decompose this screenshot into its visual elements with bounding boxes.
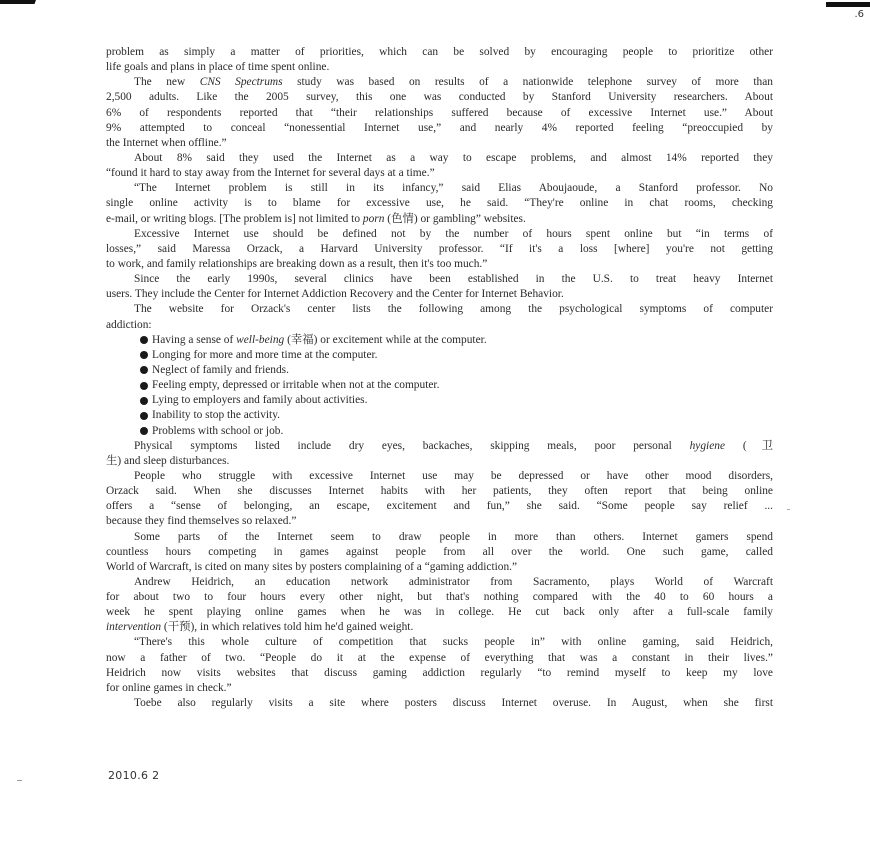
- article-text-line: [106, 121, 773, 136]
- bullet-icon: [140, 412, 148, 420]
- line-text: losses,” said Maressa Orzack, a Harvard University professor. “If it's a loss [where] you're not getting: [106, 242, 773, 255]
- article-text-line: [106, 242, 773, 257]
- symptom-list-item: [106, 348, 773, 363]
- line-text: Having a sense of: [152, 333, 237, 346]
- line-text: “found it hard to stay away from the Internet for several days at a time.”: [106, 167, 435, 180]
- italic-term: CNS Spectrums: [199, 76, 283, 89]
- line-text: Since the early 1990s, several clinics have been established in the U.S. to treat heavy Internet: [134, 273, 773, 286]
- symptom-list-item: [106, 333, 773, 348]
- line-text: Andrew Heidrich, an education network administrator from Sacramento, plays World of Warcraft: [134, 575, 773, 588]
- list-item-text: [138, 425, 283, 437]
- italic-term: intervention: [106, 621, 162, 634]
- line-text: life goals and plans in place of time spent online.: [106, 61, 330, 74]
- article-text-line: [106, 60, 773, 75]
- line-text: single online activity is to blame for excessive use, he said. “They're online in chat rooms, checking: [106, 197, 773, 210]
- article-text-line: [106, 212, 773, 227]
- article-text-line: [106, 439, 773, 454]
- line-text: “There's this whole culture of competition that sucks people in” with online gaming, said Heidrich,: [134, 636, 773, 649]
- list-item-text: [138, 364, 289, 376]
- article-text-line: [106, 257, 773, 272]
- article-text-line: [106, 696, 773, 711]
- line-text: The new: [134, 76, 200, 89]
- line-text: Inability to stop the activity.: [152, 409, 281, 422]
- line-text: because they find themselves so relaxed.”: [106, 515, 297, 528]
- symptom-list-item: [106, 378, 773, 393]
- line-text: study was based on results of a nationwide telephone survey of more than: [282, 76, 773, 89]
- list-item-text: [138, 334, 487, 346]
- article-text-line: [106, 181, 773, 196]
- article-text-line: [106, 302, 773, 317]
- line-text: countless hours competing in games against people from all over the world. One such game, called: [106, 545, 773, 558]
- line-text: problem as simply a matter of priorities, which can be solved by encouraging people to prioritize other: [106, 46, 773, 58]
- article-text-line: [106, 287, 773, 302]
- line-text: Physical symptoms listed include dry eyes, backaches, skipping meals, poor personal: [134, 439, 690, 452]
- article-text-line: [106, 45, 773, 60]
- symptom-list-item: [106, 424, 773, 439]
- line-text: 生) and sleep disturbances.: [106, 454, 230, 467]
- article-text-line: [106, 545, 773, 560]
- line-text: Longing for more and more time at the computer.: [152, 348, 378, 361]
- line-text: About 8% said they used the Internet as a way to escape problems, and almost 14% reported they: [134, 151, 773, 164]
- scan-corner-mark-left: [0, 0, 36, 4]
- line-text: Heidrich now visits websites that discuss gaming addiction regularly “to remind myself to keep my love: [106, 666, 773, 679]
- line-text: (干预), in which relatives told him he'd gained weight.: [161, 621, 414, 634]
- line-text: Toebe also regularly visits a site where posters discuss Internet overuse. In August, when she first: [134, 697, 773, 710]
- article-text-line: [106, 196, 773, 211]
- list-item-text: [138, 394, 367, 406]
- article-text-line: [106, 681, 773, 696]
- scan-corner-mark-right: [826, 2, 870, 7]
- list-item-text: [138, 349, 378, 361]
- line-text: e-mail, or writing blogs. [The problem is] not limited to: [106, 212, 363, 225]
- symptom-list-item: [106, 408, 773, 423]
- article-text-line: [106, 666, 773, 681]
- article-text-line: [106, 90, 773, 105]
- article-text-line: [106, 106, 773, 121]
- article-text-line: [106, 620, 773, 635]
- article-text-line: [106, 514, 773, 529]
- article-text-line: [106, 530, 773, 545]
- line-text: Excessive Internet use should be defined not by the number of hours spent online but “in terms of: [134, 227, 773, 240]
- line-text: The website for Orzack's center lists the following among the psychological symptoms of computer: [134, 303, 773, 316]
- article-text-line: [106, 136, 773, 151]
- symptom-list-item: [106, 393, 773, 408]
- line-text: 2,500 adults. Like the 2005 survey, this one was conducted by Stanford University researchers. About: [106, 91, 773, 104]
- line-text: 6% of respondents reported that “their relationships suffered because of excessive Internet use.” About: [106, 106, 773, 119]
- bullet-icon: [140, 397, 148, 405]
- article-text-line: [106, 651, 773, 666]
- article-text-line: [106, 272, 773, 287]
- line-text: Neglect of family and friends.: [152, 363, 289, 376]
- line-text: Feeling empty, depressed or irritable when not at the computer.: [152, 379, 440, 392]
- line-text: People who struggle with excessive Internet use may be depressed or have other mood disorders,: [134, 469, 773, 482]
- line-text: addiction:: [106, 318, 152, 331]
- line-text: (幸福) or excitement while at the computer.: [284, 333, 487, 346]
- list-item-text: [138, 409, 280, 421]
- article-text-line: [106, 590, 773, 605]
- line-text: 9% attempted to conceal “nonessential Internet use,” and nearly 4% reported feeling “preoccupied by: [106, 121, 773, 134]
- scan-speck: [17, 780, 22, 781]
- line-text: to work, and family relationships are breaking down as a result, then it's too much.”: [106, 257, 488, 270]
- italic-term: hygiene: [689, 439, 726, 452]
- italic-term: well-being: [236, 333, 285, 346]
- scan-speck: [787, 509, 790, 510]
- line-text: Some parts of the Internet seem to draw people in more than others. Internet gamers spend: [134, 530, 773, 543]
- line-text: World of Warcraft, is cited on many sites by posters complaining of a “gaming addiction.”: [106, 560, 518, 573]
- line-text: offers a “sense of belonging, an escape, excitement and fun,” she said. “Some people say relief ...: [106, 500, 773, 513]
- article-text-line: [106, 499, 773, 514]
- article-text-line: [106, 605, 773, 620]
- article-text-line: [106, 635, 773, 650]
- line-text: for about two to four hours every other night, but that's nothing compared with the 40 to 60 hours a: [106, 591, 773, 604]
- article-text-line: [106, 484, 773, 499]
- line-text: users. They include the Center for Internet Addiction Recovery and the Center for Internet Behavior.: [106, 288, 564, 301]
- article-text-line: [106, 560, 773, 575]
- article-text-line: [106, 469, 773, 484]
- line-text: “The Internet problem is still in its infancy,” said Elias Aboujaoude, a Stanford professor. No: [134, 182, 773, 195]
- line-text: (卫: [725, 439, 773, 452]
- list-item-text: [138, 379, 439, 391]
- line-text: (色情) or gambling” websites.: [384, 212, 526, 225]
- article-text-line: [106, 166, 773, 181]
- page-footer-issue-number: 2010.6 2: [108, 769, 160, 782]
- line-text: Problems with school or job.: [152, 424, 284, 437]
- line-text: the Internet when offline.”: [106, 136, 227, 149]
- article-text-line: [106, 318, 773, 333]
- article-text-line: [106, 75, 773, 90]
- article-text-line: [106, 227, 773, 242]
- corner-page-mark: .6: [854, 9, 864, 20]
- bullet-icon: [140, 382, 148, 390]
- italic-term: porn: [362, 212, 385, 225]
- article-body: [106, 45, 773, 711]
- line-text: Lying to employers and family about activities.: [152, 394, 368, 407]
- line-text: Orzack said. When she discusses Internet habits with her patients, they often report that being online: [106, 485, 773, 498]
- line-text: for online games in check.”: [106, 681, 232, 694]
- symptom-list-item: [106, 363, 773, 378]
- article-text-line: [106, 454, 773, 469]
- line-text: now a father of two. “People do it at the expense of everything that was a constant in their lives.”: [106, 651, 773, 664]
- article-text-line: [106, 151, 773, 166]
- article-text-line: [106, 575, 773, 590]
- bullet-icon: [140, 427, 148, 435]
- line-text: week he spent playing online games when he was in college. He cut back only after a full-scale family: [106, 606, 773, 619]
